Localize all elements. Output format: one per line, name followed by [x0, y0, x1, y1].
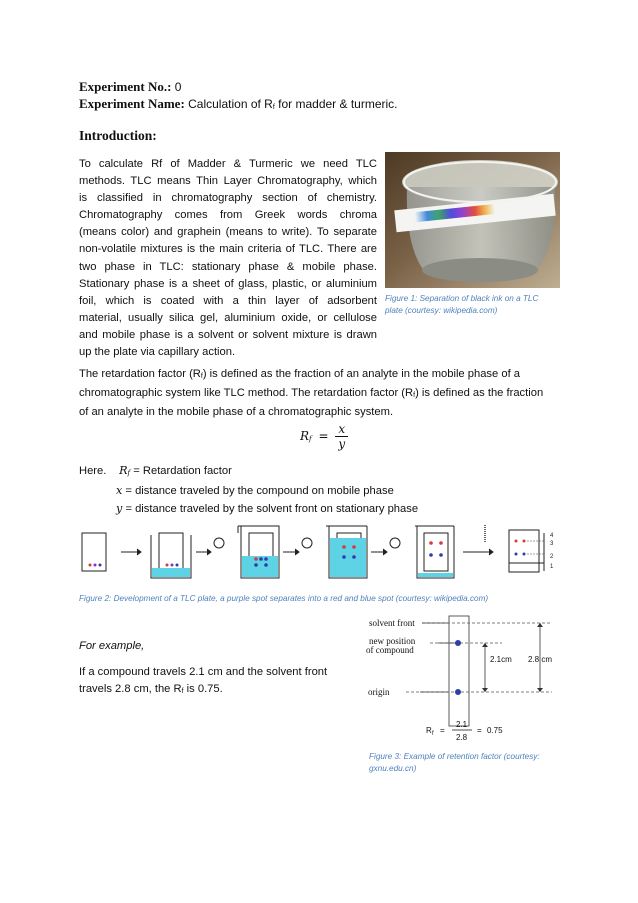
intro-line: (means color) and graphein (means to write). To separate [79, 226, 377, 239]
fig2-scale-label-2: 2 [550, 554, 554, 560]
formula-eq: = [318, 429, 329, 443]
def-rf-sub: f [127, 469, 131, 477]
fig3-dist-compound: 2.1cm [490, 655, 512, 664]
figure1-photo [385, 152, 560, 288]
intro-paragraph [79, 156, 377, 361]
fig3-origin: origin [368, 687, 390, 697]
formula-fraction [335, 422, 348, 451]
figure2-caption: Figure 2: Development of a TLC plate, a purple spot separates into a red and blue spot (courtesy: wikipedia.com) [79, 594, 489, 603]
def-rf [79, 462, 539, 482]
figure1-caption [385, 293, 565, 316]
intro-line: Stationary phase is a sheet of glass, plastic, or aluminium [79, 277, 377, 290]
figure2-diagram [79, 521, 561, 581]
intro-line: non-volatile mixtures is the main criteria of TLC. There are [79, 243, 377, 256]
figure1-caption-line1: Figure 1: Separation of black ink on a TLC [385, 294, 539, 303]
fig3-rf-sub: f [432, 731, 434, 737]
exp-name-value: Calculation of R [188, 97, 273, 111]
formula-lhs: R [300, 429, 310, 443]
intro-line: and mobile phase is a solvent or solvent mixture is drawn [79, 328, 377, 341]
rf-line1-sub: f [200, 373, 203, 380]
rf-line2-sub: f [413, 392, 416, 400]
figure3-caption-line1: Figure 3: Example of retention factor (courtesy: [369, 752, 540, 761]
rf-line1-pre: The retardation factor (R [79, 368, 201, 380]
figure3-diagram [360, 612, 560, 747]
rf-line3: of an analyte in the mobile phase of a chromatographic system. [79, 406, 394, 419]
example-line2-post: is 0.75. [186, 683, 223, 696]
example-line1: If a compound travels 2.1 cm and the solvent front [79, 666, 328, 678]
intro-line: two phase in TLC: stationary phase & mobile phase. [79, 260, 377, 273]
exp-name-post: for madder & turmeric. [278, 97, 398, 111]
fig3-num: 2.1 [456, 720, 468, 729]
figure3-caption [369, 751, 569, 774]
intro-line: foil, which is coated with a thin layer of adsorbent [79, 294, 377, 307]
exp-name-label: Experiment Name: [79, 96, 185, 111]
figure1-caption-line2: plate (courtesy: wikipedia.com) [385, 305, 498, 315]
rf-line2-pre: chromatographic system like TLC method. The retardation factor (R [79, 387, 414, 400]
def-rf-sym: R [119, 464, 128, 477]
def-x-text: = distance traveled by the compound on mobile phase [125, 485, 394, 497]
intro-line: material, usually silica gel, aluminium oxide, or cellulose [79, 311, 377, 324]
fig2-scale-label-1: 1 [550, 564, 554, 570]
fig2-scale-label-4: 4 [550, 533, 554, 539]
def-y-text: = distance traveled by the solvent front on stationary phase [125, 503, 419, 515]
fig3-new-pos-1: new position [369, 636, 416, 646]
fig3-rf-label: R [426, 726, 432, 735]
intro-line: methods. TLC means Thin Layer Chromatography, which [79, 175, 377, 188]
rf-line1-post: ) is defined as the fraction of an analyte in the mobile phase of a [202, 368, 521, 380]
def-x [79, 482, 539, 500]
intro-heading: Introduction: [79, 128, 157, 143]
fig3-result: 0.75 [487, 726, 503, 735]
fig3-dist-solvent: 2.8 cm [528, 655, 553, 664]
example-line2-pre: travels 2.8 cm, the R [79, 683, 182, 696]
formula-numerator: x [335, 422, 348, 437]
rf-formula [300, 422, 348, 451]
fig3-den: 2.8 [456, 733, 468, 742]
rf-line2 [79, 385, 559, 404]
experiment-name [79, 95, 398, 116]
example-line2-sub: f [181, 688, 184, 696]
def-rf-text: = Retardation factor [133, 465, 232, 477]
fig3-eq1: = [440, 726, 445, 735]
rf-paragraph [79, 366, 559, 421]
def-y [79, 500, 539, 518]
intro-line: To calculate Rf of Madder & Turmeric we need TLC [79, 158, 377, 170]
definitions [79, 462, 539, 518]
intro-line: Chromatography comes from Greek words chroma [79, 209, 377, 222]
fig3-solvent-front: solvent front [369, 618, 415, 628]
exp-no-value: 0 [174, 80, 182, 94]
rf-line1 [79, 366, 559, 385]
intro-line: up the plate via capillary action. [79, 346, 236, 359]
def-x-sym: x [116, 484, 123, 497]
fig3-new-pos-2: of compound [366, 645, 414, 655]
experiment-number [79, 78, 181, 96]
def-here: Here. [79, 465, 107, 477]
figure3-caption-line2: gxnu.edu.cn) [369, 763, 417, 773]
rf-line2-post: ) is defined as the fraction [415, 387, 544, 400]
exp-no-label: Experiment No.: [79, 79, 172, 94]
exp-name-sub: f [272, 104, 275, 111]
formula-lhs-sub: f [309, 435, 312, 443]
fig3-eq2: = [477, 726, 482, 735]
fig2-scale-label-3: 3 [550, 541, 554, 547]
formula-denominator: y [338, 437, 346, 451]
def-y-sym: y [116, 502, 123, 515]
example-heading: For example, [79, 640, 145, 652]
intro-line: is classified in chromatography section of chemistry. [79, 192, 377, 205]
example-line2 [79, 681, 357, 700]
example-text [79, 664, 357, 700]
